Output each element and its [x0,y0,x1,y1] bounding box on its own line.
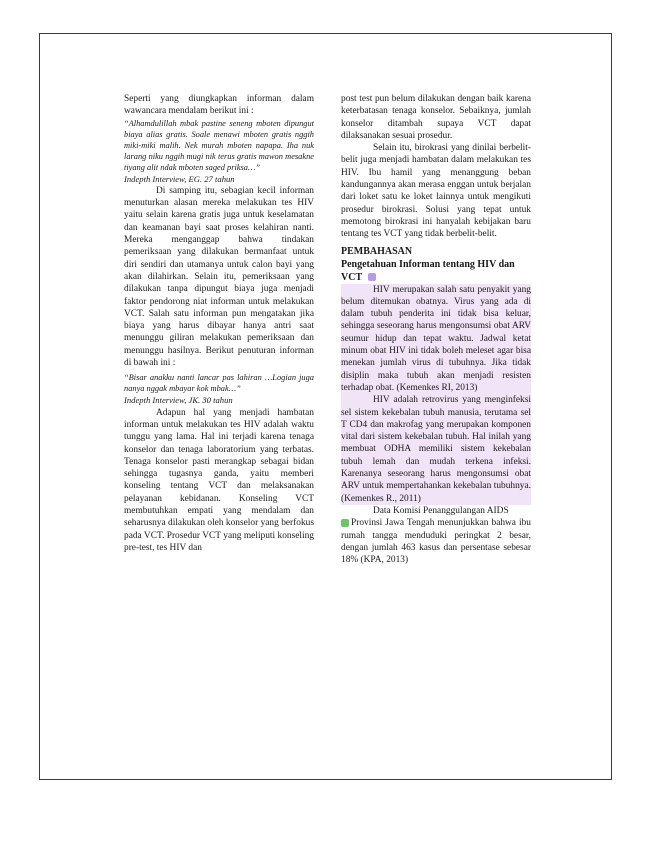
right-column [341,93,531,566]
paragraph: Adapun hal yang menjadi hambatan informan untuk melakukan tes HIV adalah waktu tunggu yang lama. Hal ini terjadi karena tenaga konselor dan tenaga laboratorium yang terbatas. Tenaga konselor pasti merangkap sebagai bidan sehingga tugasnya ganda, yaitu memberi konseling tentang VCT dan melaksanakan pelayanan kebidanan. Konseling VCT membutuhkan empati yang mendalam dan seharusnya dilakukan oleh konselor yang berfokus pada VCT. Prosedur VCT yang meliputi konseling pre-test, tes HIV dan [124,407,314,553]
paragraph: Data Komisi Penanggulangan AIDS [373,505,509,516]
comment-marker-icon[interactable] [368,273,376,281]
interview-citation: Indepth Interview, EG. 27 tahun [124,173,235,184]
subsection-heading-text: Pengetahuan Informan tentang HIV dan VCT [341,258,515,283]
paragraph: Selain itu, birokrasi yang dinilai berbelit-belit juga menjadi hambatan dalam melakukan tes HIV. Ibu hamil yang menanggung beban kandungannya akan merasa enggan untuk berjalan dari loket satu ke loket lainnya untuk mengikuti prosedur birokrasi. Solusi yang tepat untuk memotong birokrasi ini hanyalah kebijakan baru tentang tes VCT yang tidak berbelit-belit. [341,143,531,240]
paragraph: post test pun belum dilakukan dengan baik karena keterbatasan tenaga konselor. Sebaiknya, jumlah konselor ditambah supaya VCT dapat dilaksanakan sesuai prosedur. [341,94,531,141]
paragraph [341,517,531,566]
highlighted-passage [341,284,531,505]
interview-quote: “Alhamdulillah mbak pastine seneng mboten dipungut biaya alias gratis. Soale menawi mboten gratis nggih miki-miki malih. Nek murah mboten napapa. Iha nuk larang niku nggih mugi nik terus gratis mawon mesakne tiyang alit ndak mboten saged priksa…” [124,118,314,172]
left-column [124,93,314,554]
paragraph: HIV adalah retrovirus yang menginfeksi sel sistem kekebalan tubuh manusia, terutama sel T CD4 dan makrofag yang merupakan komponen vital dari sistem kekebalan tubuh. Hal inilah yang membuat ODHA memiliki sistem kekebalan tubuh lemah dan mudah terkena infeksi. Karenanya seseorang harus mengonsumsi obat ARV untuk mempertahankan kekebalan tubuhnya. (Kemenkes R., 2011) [341,395,531,504]
paragraph: Seperti yang diungkapkan informan dalam wawancara mendalam berikut ini : [124,94,314,117]
interview-quote: “Bisar anakku nanti lancar pas lahiran …Logian juga nanya nggak mbayar kok mbak…” [124,373,314,394]
interview-citation: Indepth Interview, JK. 30 tahun [124,395,233,406]
section-heading: PEMBAHASAN [341,245,413,257]
subsection-heading [341,258,531,284]
comment-marker-icon[interactable] [341,519,349,527]
paragraph: Di samping itu, sebagian kecil informan menuturkan alasan mereka melakukan tes HIV yaitu selain karena gratis juga untuk keselamatan dan keamanan bayi saat proses kelahiran nanti. Mereka menganggap bahwa tindakan pemeriksaan yang dilakukan bermanfaat untuk diri sendiri dan utamanya untuk calon bayi yang akan dilahirkan. Selain itu, pemeriksaan yang dilakukan tanpa dipungut biaya juga menjadi faktor pendorong niat informan untuk melakukan VCT. Salah satu informan pun mengatakan jika biaya yang harus dibayar hanya antri saat menunggu giliran melakukan pemeriksaan dan menunggu hasilnya. Berikut penuturan informan di bawah ini : [124,185,314,369]
paragraph-text: Provinsi Jawa Tengah menunjukkan bahwa ibu rumah tangga menduduki peringkat 2 besar, dengan jumlah 463 kasus dan persentase sebesar 18% (KPA, 2013) [341,518,531,566]
paragraph: HIV merupakan salah satu penyakit yang belum ditemukan obatnya. Virus yang ada di dalam tubuh penderita ini tidak bisa keluar, sehingga seseorang harus mengonsumsi obat ARV seumur hidup dan tepat waktu. Jadwal ketat minum obat HIV ini tidak boleh meleset agar bisa menekan jumlah virus di tubuhnya. Jika tidak disiplin maka tubuh akan menjadi resisten terhadap obat. (Kemenkes RI, 2013) [341,284,531,393]
